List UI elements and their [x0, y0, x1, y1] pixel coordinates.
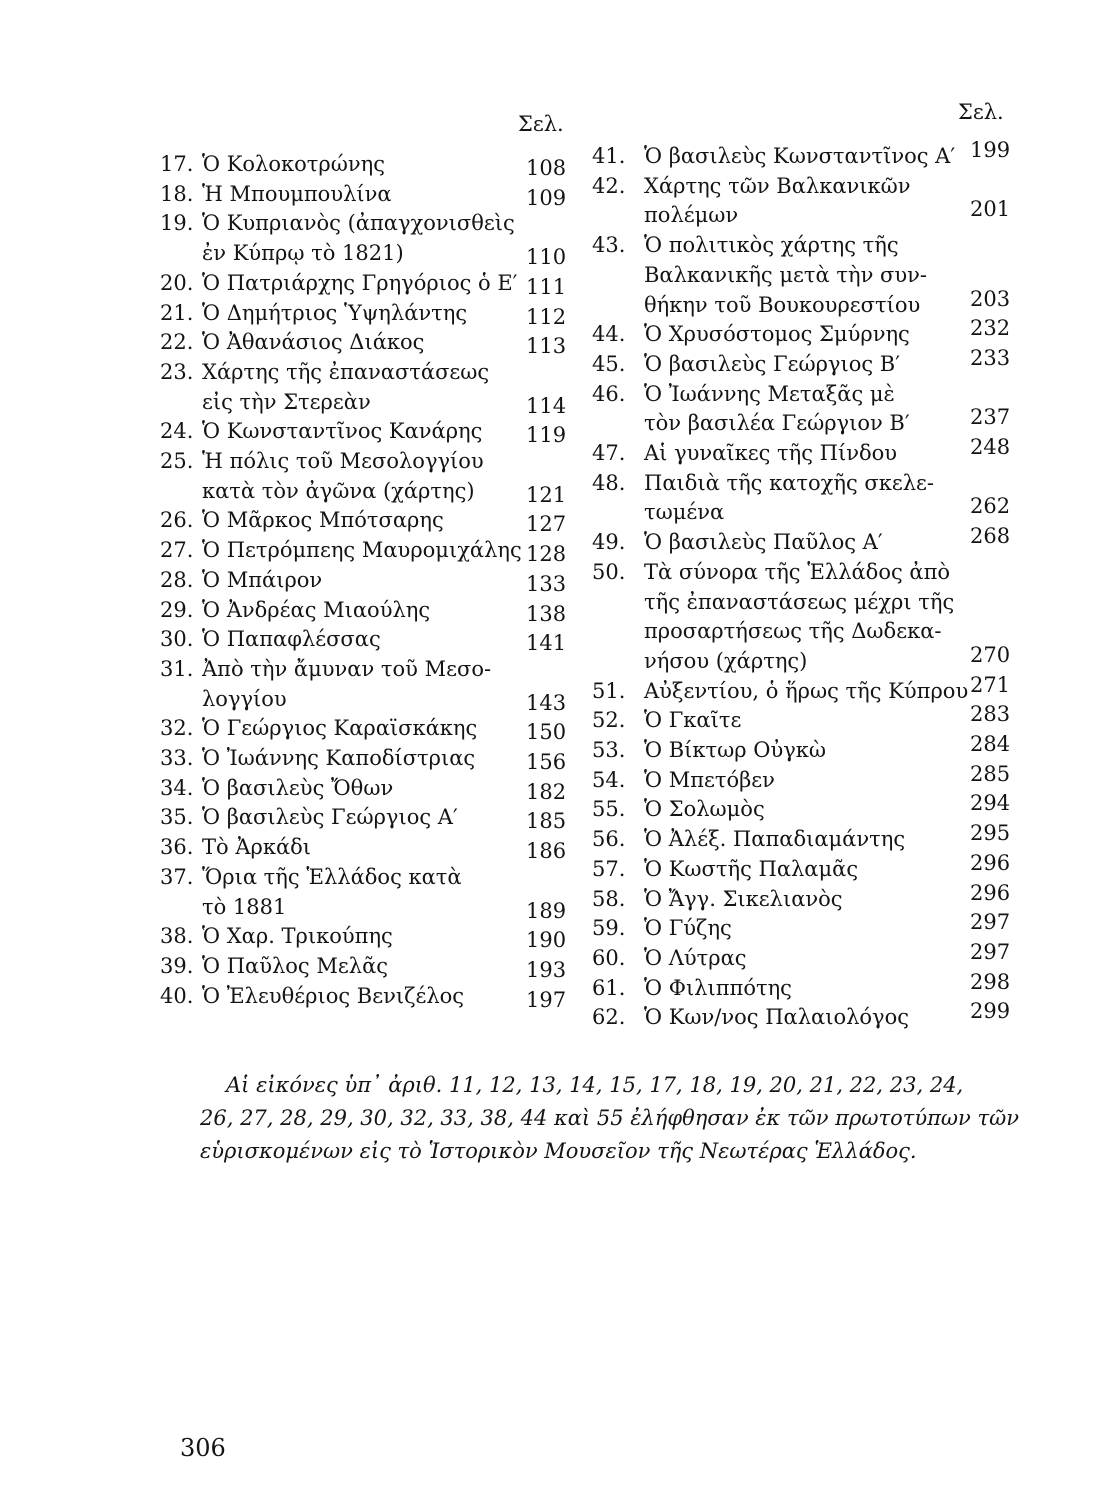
entry-page: 128	[526, 542, 567, 567]
entry-number: 44.	[592, 322, 626, 347]
entry-number: 54.	[592, 767, 626, 792]
entry-title	[160, 448, 484, 474]
entry-title	[160, 181, 392, 207]
entry-text: Ἡ Μπουμπουλίνα	[202, 181, 392, 206]
entry-title	[592, 559, 950, 585]
entry-title	[592, 796, 765, 822]
entry-number: 47.	[592, 441, 626, 465]
entry-number: 58.	[592, 886, 626, 911]
entry-title	[160, 151, 385, 177]
entry-title-continued: ἐν Κύπρῳ τὸ 1821)	[202, 241, 404, 266]
entry-page: 108	[526, 156, 567, 180]
entry-title-continued: τωμένα	[644, 500, 725, 525]
entry-number: 42.	[592, 173, 626, 198]
entry-page: 295	[970, 821, 1011, 846]
entry-text: Χάρτης τῶν Βαλκανικῶν	[644, 173, 911, 198]
entry-title	[592, 440, 897, 466]
entry-number: 55.	[592, 797, 626, 822]
entry-title	[160, 804, 458, 830]
entry-text: Ὁ Μπάιρον	[202, 567, 323, 592]
entry-number: 20.	[160, 270, 194, 295]
entry-title	[160, 715, 477, 741]
entry-number: 34.	[160, 775, 194, 800]
entry-title	[592, 945, 747, 971]
entry-number: 24.	[160, 419, 194, 444]
entry-text: Ὁ πολιτικὸς χάρτης τῆς	[644, 233, 899, 258]
entry-title	[592, 529, 883, 555]
entry-title-continued: πολέμων	[644, 203, 739, 228]
entry-page: 232	[970, 316, 1011, 341]
entry-title	[592, 975, 792, 1001]
entry-text: Ὁ Χαρ. Τρικούπης	[202, 924, 393, 949]
entry-page: 299	[970, 999, 1011, 1024]
entry-text: Χάρτης τῆς ἐπαναστάσεως	[202, 359, 490, 384]
entry-page: 268	[970, 524, 1011, 549]
entry-text: Ὁ Παῦλος Μελᾶς	[202, 953, 389, 978]
entry-title	[592, 381, 895, 407]
entry-title	[592, 886, 843, 912]
entry-page: 112	[526, 304, 567, 329]
entry-page: 143	[526, 690, 567, 715]
entry-page: 190	[526, 928, 567, 953]
entry-page: 283	[970, 702, 1011, 727]
entry-title	[160, 864, 462, 890]
entry-title	[160, 923, 393, 949]
left-page-header: Σελ.	[518, 112, 564, 136]
entry-text: Ὁ Ἀνδρέας Μιαούλης	[202, 597, 431, 622]
entry-text: Ὁ Παπαφλέσσας	[202, 627, 381, 652]
entry-number: 31.	[160, 656, 194, 681]
entry-title	[592, 470, 934, 496]
entry-number: 23.	[160, 359, 194, 384]
entry-number: 18.	[160, 181, 194, 206]
footnote-line: εὑρισκομένων εἰς τὸ Ἱστορικὸν Μουσεῖον τῆς Νεωτέρας Ἑλλάδος.	[200, 1139, 917, 1163]
entry-title	[592, 143, 955, 169]
entry-page: 294	[970, 791, 1011, 816]
footnote-line: 26, 27, 28, 29, 30, 32, 33, 38, 44 καὶ 55 ἐλήφθησαν ἐκ τῶν πρωτοτύπων τῶν	[200, 1106, 1019, 1130]
entry-title	[592, 678, 968, 704]
entry-text: Ὁ Γεώργιος Καραϊσκάκης	[202, 716, 478, 741]
entry-title	[160, 983, 464, 1009]
entry-text: Ὁ βασιλεὺς Κωνσταντῖνος Α′	[644, 144, 956, 168]
entry-title	[160, 507, 444, 533]
entry-text: Παιδιὰ τῆς κατοχῆς σκελε-	[644, 470, 935, 495]
entry-title	[592, 826, 905, 852]
entry-page: 186	[526, 839, 567, 864]
entry-title	[160, 300, 467, 326]
entry-page: 109	[526, 185, 567, 210]
entry-title	[160, 270, 517, 296]
entry-text: Ὁ Κωστῆς Παλαμᾶς	[644, 856, 859, 881]
entry-page: 298	[970, 969, 1011, 994]
entry-page: 138	[526, 601, 567, 626]
entry-title-continued: κατὰ τὸν ἀγῶνα (χάρτης)	[202, 478, 475, 503]
entry-text: Ὁ Κολοκοτρώνης	[202, 152, 385, 176]
entry-title	[160, 567, 322, 593]
entry-page: 193	[526, 957, 567, 982]
entry-text: Ὁ Λύτρας	[644, 945, 747, 970]
entry-text: Ὁ Ἄγγ. Σικελιανὸς	[644, 886, 843, 911]
entry-number: 28.	[160, 567, 194, 592]
entry-title	[592, 856, 858, 882]
entry-title	[160, 775, 393, 801]
entry-page: 201	[970, 197, 1011, 222]
right-page-header: Σελ.	[958, 100, 1004, 124]
entry-number: 17.	[160, 152, 194, 176]
entry-title	[160, 210, 515, 236]
entry-number: 22.	[160, 330, 194, 355]
entry-title	[160, 626, 381, 652]
entry-page: 199	[970, 138, 1011, 162]
entry-text: Τὸ Ἀρκάδι	[202, 835, 312, 860]
entry-page: 233	[970, 345, 1011, 370]
entry-title	[592, 1004, 909, 1030]
entry-text: Ὁ Φιλιππότης	[644, 975, 792, 1000]
entry-title	[160, 418, 482, 444]
entry-page: 121	[526, 482, 567, 507]
entry-title-continued: νήσου (χάρτης)	[644, 648, 808, 673]
entry-title	[160, 656, 491, 682]
entry-title	[160, 329, 424, 355]
entry-number: 35.	[160, 805, 194, 830]
entry-text: Ὁ Πατριάρχης Γρηγόριος ὁ Ε′	[202, 270, 518, 295]
entry-number: 60.	[592, 945, 626, 970]
entry-page: 127	[526, 512, 567, 537]
entry-page: 285	[970, 761, 1011, 786]
entry-title	[592, 232, 899, 258]
entry-number: 30.	[160, 627, 194, 652]
entry-page: 296	[970, 850, 1011, 875]
entry-page: 297	[970, 910, 1011, 935]
entry-text: Ὁ Κωνσταντῖνος Κανάρης	[202, 419, 483, 444]
entry-page: 185	[526, 809, 567, 834]
entry-title	[160, 597, 430, 623]
entry-number: 27.	[160, 538, 194, 563]
entry-number: 19.	[160, 211, 194, 236]
entry-text: Ὁ Ἰωάννης Μεταξᾶς μὲ	[644, 381, 895, 406]
entry-number: 51.	[592, 678, 626, 703]
entry-page: 270	[970, 642, 1011, 667]
entry-text: Ὁ Ἐλευθέριος Βενιζέλος	[202, 983, 465, 1008]
entry-text: Αἱ γυναῖκες τῆς Πίνδου	[644, 441, 898, 465]
entry-title	[592, 767, 775, 793]
entry-number: 33.	[160, 746, 194, 770]
entry-page: 262	[970, 494, 1011, 519]
entry-number: 61.	[592, 975, 626, 1000]
entry-page: 297	[970, 939, 1011, 964]
entry-text: Ὁ βασιλεὺς Παῦλος Α′	[644, 530, 883, 555]
entry-title-continued: τῆς ἐπαναστάσεως μέχρι τῆς	[644, 589, 955, 614]
entry-page: 296	[970, 880, 1011, 905]
entry-number: 59.	[592, 916, 626, 941]
entry-text: Ὁ Μπετόβεν	[644, 767, 775, 792]
entry-title	[592, 737, 826, 763]
entry-text: Αὐξεντίου, ὁ ἥρως τῆς Κύπρου	[644, 678, 969, 703]
entry-title	[160, 537, 522, 563]
entry-number: 52.	[592, 708, 626, 733]
entry-title-continued: εἰς τὴν Στερεὰν	[202, 389, 371, 414]
entry-number: 48.	[592, 470, 626, 495]
entry-text: Ὁ Κυπριανὸς (ἀπαγχονισθεὶς	[202, 211, 515, 236]
entry-page: 237	[970, 405, 1011, 430]
entry-page: 119	[526, 423, 567, 448]
page-number: 306	[180, 1434, 226, 1462]
entry-title	[592, 351, 900, 377]
entry-number: 26.	[160, 508, 194, 533]
entry-title	[160, 745, 475, 771]
entry-page: 271	[970, 672, 1011, 697]
entry-title-continued: θήκην τοῦ Βουκουρεστίου	[644, 292, 921, 317]
entry-text: Ὁ Πετρόμπεης Μαυρομιχάλης	[202, 538, 522, 563]
entry-title	[160, 359, 489, 385]
entry-text: Ὁ Ἀλέξ. Παπαδιαμάντης	[644, 827, 906, 852]
entry-page: 182	[526, 779, 567, 804]
entry-text: Ὁ Ἀθανάσιος Διάκος	[202, 330, 425, 355]
entry-number: 40.	[160, 983, 194, 1008]
entry-text: Ὁ Ἰωάννης Καποδίστριας	[202, 746, 476, 770]
entry-text: Ὁ Κων/νος Παλαιολόγος	[644, 1005, 909, 1030]
entry-text: Ὁ Μᾶρκος Μπότσαρης	[202, 508, 444, 533]
entry-number: 25.	[160, 449, 194, 473]
entry-title	[592, 707, 741, 733]
entry-title-continued: τὸν βασιλέα Γεώργιον Β′	[644, 411, 910, 436]
entry-title	[592, 915, 732, 941]
entry-page: 111	[526, 274, 567, 299]
entry-page: 133	[526, 571, 567, 596]
entry-number: 32.	[160, 716, 194, 741]
entry-page: 203	[970, 286, 1011, 311]
entry-page: 141	[526, 631, 567, 656]
entry-number: 43.	[592, 233, 626, 258]
entry-number: 39.	[160, 953, 194, 978]
entry-text: Ὁ Χρυσόστομος Σμύρνης	[644, 322, 910, 347]
entry-number: 57.	[592, 856, 626, 881]
footnote-line: Αἱ εἰκόνες ὑπ᾽ ἀριθ. 11, 12, 13, 14, 15, 17, 18, 19, 20, 21, 22, 23, 24,	[226, 1073, 964, 1097]
entry-title	[160, 953, 388, 979]
entry-text: Ὁ Γκαῖτε	[644, 708, 742, 733]
entry-number: 45.	[592, 351, 626, 376]
entry-number: 29.	[160, 597, 194, 622]
entry-number: 62.	[592, 1005, 626, 1030]
entry-title-continued: προσαρτήσεως τῆς Δωδεκα-	[644, 619, 942, 644]
entry-text: Ἀπὸ τὴν ἄμυναν τοῦ Μεσο-	[202, 656, 492, 681]
entry-page: 189	[526, 898, 567, 923]
entry-number: 49.	[592, 530, 626, 555]
entry-text: Ἡ πόλις τοῦ Μεσολογγίου	[202, 449, 484, 473]
entry-number: 37.	[160, 864, 194, 889]
entry-number: 56.	[592, 827, 626, 852]
entry-text: Ὁ βασιλεὺς Γεώργιος Α′	[202, 805, 458, 830]
entry-text: Τὰ σύνορα τῆς Ἑλλάδος ἀπὸ	[644, 559, 951, 584]
entry-text: Ὁ βασιλεὺς Γεώργιος Β′	[644, 351, 900, 376]
entry-page: 248	[970, 435, 1011, 459]
entry-text: Ὁ Γύζης	[644, 916, 732, 941]
entry-title-continued: Βαλκανικῆς μετὰ τὴν συν-	[644, 262, 927, 287]
entry-page: 156	[526, 750, 567, 774]
entry-page: 110	[526, 245, 567, 270]
entry-page: 113	[526, 334, 567, 359]
entry-text: Ὁ Βίκτωρ Οὐγκὼ	[644, 738, 827, 762]
entry-page: 150	[526, 720, 567, 745]
entry-page: 197	[526, 987, 567, 1012]
entry-title-continued: τὸ 1881	[202, 894, 287, 919]
entry-page: 284	[970, 732, 1011, 756]
entry-number: 50.	[592, 559, 626, 584]
entry-number: 21.	[160, 300, 194, 325]
entry-page: 114	[526, 393, 567, 418]
entry-title	[160, 834, 311, 860]
entry-number: 53.	[592, 738, 626, 762]
entry-text: Ὁ Δημήτριος Ὑψηλάντης	[202, 300, 468, 325]
entry-number: 36.	[160, 835, 194, 860]
entry-number: 46.	[592, 381, 626, 406]
entry-text: Ὁ Σολωμὸς	[644, 797, 765, 822]
entry-title	[592, 173, 911, 199]
entry-title	[592, 321, 910, 347]
entry-text: Ὁ βασιλεὺς Ὄθων	[202, 775, 394, 800]
entry-number: 38.	[160, 924, 194, 949]
entry-title-continued: λογγίου	[202, 686, 287, 711]
entry-text: Ὅρια τῆς Ἑλλάδος κατὰ	[202, 864, 462, 889]
entry-number: 41.	[592, 144, 626, 168]
